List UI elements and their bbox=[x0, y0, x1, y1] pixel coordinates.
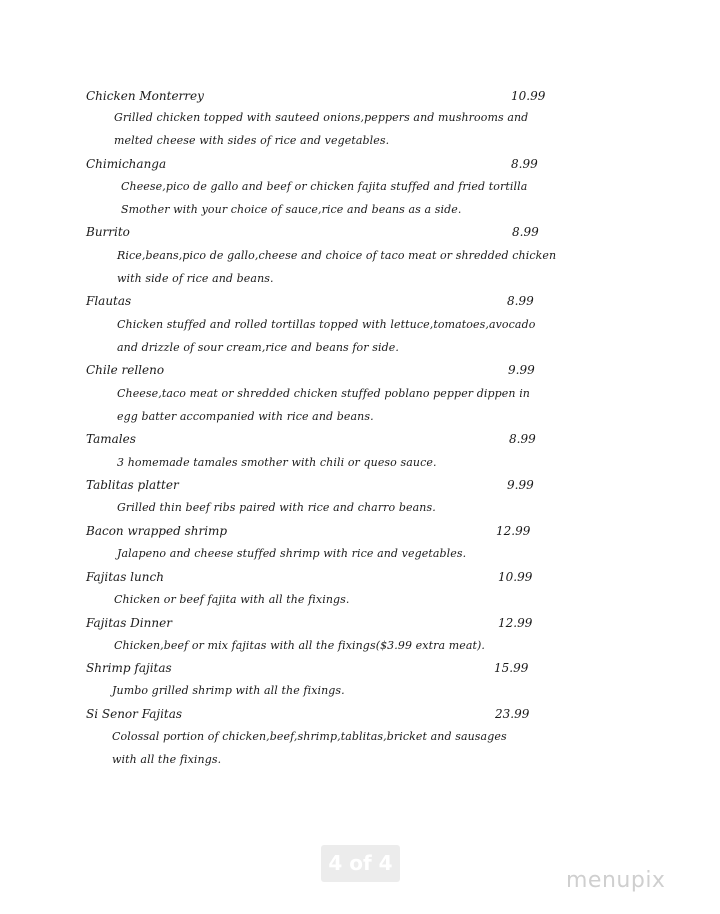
menu-item-description: Jumbo grilled shrimp with all the fixings. bbox=[112, 684, 345, 697]
menu-item-name: Chile relleno bbox=[86, 363, 165, 377]
menu-item-price: 12.99 bbox=[498, 616, 533, 630]
watermark-logo: menupix bbox=[566, 868, 666, 893]
menu-item-name: Shrimp fajitas bbox=[86, 661, 172, 675]
menu-item-name: Chimichanga bbox=[86, 157, 167, 171]
menu-item-description: Chicken stuffed and rolled tortillas topped with lettuce,tomatoes,avocado bbox=[117, 318, 536, 331]
menu-item-price: 9.99 bbox=[508, 363, 535, 377]
page-indicator: 4 of 4 bbox=[321, 845, 400, 882]
menu-item-name: Si Senor Fajitas bbox=[86, 707, 183, 721]
menu-item-name: Tablitas platter bbox=[86, 478, 179, 492]
menu-item-description: Smother with your choice of sauce,rice and beans as a side. bbox=[121, 203, 462, 216]
menu-item-price: 10.99 bbox=[511, 89, 546, 103]
menu-item-description: Chicken or beef fajita with all the fixings. bbox=[114, 593, 350, 606]
menu-item-name: Flautas bbox=[86, 294, 132, 308]
menu-item-price: 10.99 bbox=[498, 570, 533, 584]
menu-item-description: melted cheese with sides of rice and vegetables. bbox=[114, 134, 390, 147]
menu-item-description: with all the fixings. bbox=[112, 753, 222, 766]
menu-item-description: with side of rice and beans. bbox=[117, 272, 274, 285]
menu-item-description: Jalapeno and cheese stuffed shrimp with rice and vegetables. bbox=[117, 547, 467, 560]
menu-item-price: 8.99 bbox=[509, 432, 536, 446]
menu-item-description: Grilled thin beef ribs paired with rice and charro beans. bbox=[117, 501, 436, 514]
menu-item-name: Fajitas Dinner bbox=[86, 616, 172, 630]
menu-item-name: Fajitas lunch bbox=[86, 570, 164, 584]
menu-item-description: 3 homemade tamales smother with chili or queso sauce. bbox=[117, 456, 437, 469]
menu-item-price: 8.99 bbox=[511, 157, 538, 171]
menu-item-price: 8.99 bbox=[507, 294, 534, 308]
menu-item-description: Chicken,beef or mix fajitas with all the fixings($3.99 extra meat). bbox=[114, 639, 486, 652]
menu-item-description: Grilled chicken topped with sauteed onions,peppers and mushrooms and bbox=[114, 111, 529, 124]
menu-item-price: 23.99 bbox=[495, 707, 530, 721]
menu-item-name: Bacon wrapped shrimp bbox=[86, 524, 228, 538]
menu-item-price: 15.99 bbox=[494, 661, 529, 675]
menu-item-description: Rice,beans,pico de gallo,cheese and choice of taco meat or shredded chicken bbox=[117, 249, 557, 262]
menu-item-description: egg batter accompanied with rice and beans. bbox=[117, 410, 374, 423]
menu-item-description: and drizzle of sour cream,rice and beans for side. bbox=[117, 341, 399, 354]
menu-item-price: 8.99 bbox=[512, 225, 539, 239]
menu-item-name: Tamales bbox=[86, 432, 136, 446]
menu-item-description: Colossal portion of chicken,beef,shrimp,tablitas,bricket and sausages bbox=[112, 730, 507, 743]
menu-item-description: Cheese,taco meat or shredded chicken stuffed poblano pepper dippen in bbox=[117, 387, 530, 400]
menu-item-name: Chicken Monterrey bbox=[86, 89, 204, 103]
menu-item-name: Burrito bbox=[86, 225, 130, 239]
menu-item-price: 9.99 bbox=[507, 478, 534, 492]
menu-item-price: 12.99 bbox=[496, 524, 531, 538]
menu-item-description: Cheese,pico de gallo and beef or chicken fajita stuffed and fried tortilla bbox=[121, 180, 528, 193]
